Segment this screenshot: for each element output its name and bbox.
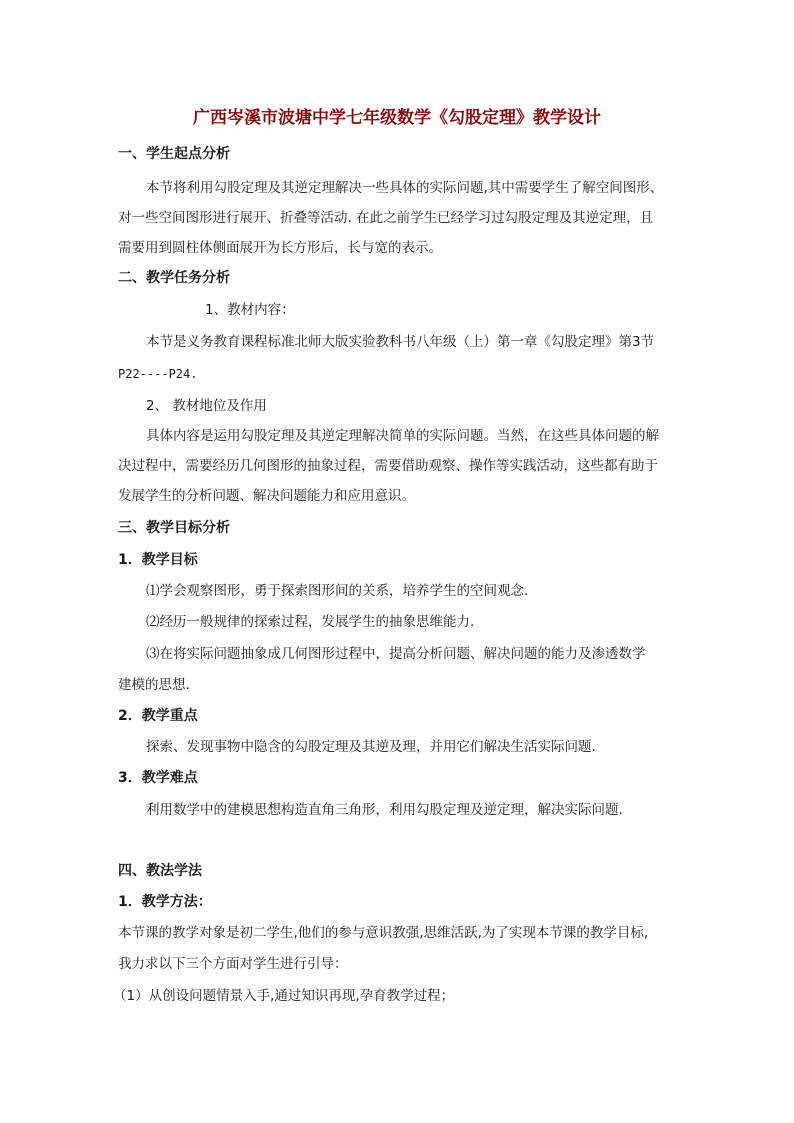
section-heading-objectives: 三、教学目标分析 — [118, 520, 230, 536]
section-heading-task-analysis: 二、教学任务分析 — [118, 270, 230, 286]
paragraph-line: 本节课的教学对象是初二学生,他们的参与意识教强,思维活跃,为了实现本节课的教学目标, — [118, 925, 649, 941]
list-item-textbook-content: 1、教材内容： — [205, 302, 295, 318]
section-heading-student-analysis: 一、学生起点分析 — [118, 146, 230, 162]
subheading-key-points: 2．教学重点 — [118, 708, 198, 724]
paragraph-line: P22----P24. — [118, 367, 198, 381]
paragraph-line: 需要用到圆柱体侧面展开为长方形后，长与宽的表示。 — [118, 240, 442, 256]
list-item-textbook-role: 2、 教材地位及作用 — [146, 398, 267, 414]
difficulty-text: 利用数学中的建模思想构造直角三角形，利用勾股定理及逆定理，解决实际问题. — [146, 802, 623, 818]
paragraph-line: 发展学生的分析问题、解决问题能力和应用意识。 — [118, 488, 415, 504]
key-point-text: 探索、发现事物中隐含的勾股定理及其逆及理，并用它们解决生活实际问题. — [146, 739, 596, 755]
paragraph-line: 本节是义务教育课程标准北师大版实验教科书八年级（上）第一章《勾股定理》第3节 — [146, 334, 655, 350]
subheading-difficulties: 3．教学难点 — [118, 770, 198, 786]
paragraph-line: 具体内容是运用勾股定理及其逆定理解决简单的实际问题。当然，在这些具体问题的解 — [146, 428, 659, 444]
section-heading-methods: 四、教法学法 — [118, 863, 202, 879]
subheading-teaching-method: 1．教学方法： — [118, 894, 212, 910]
document-title: 广西岑溪市波塘中学七年级数学《勾股定理》教学设计 — [193, 108, 601, 128]
goal-item-continued: 建模的思想. — [118, 677, 190, 693]
paragraph-line: 我力求以下三个方面对学生进行引导： — [118, 956, 348, 972]
goal-item: ⑵经历一般规律的探索过程，发展学生的抽象思维能力. — [146, 614, 475, 630]
paragraph-line: 决过程中，需要经历几何图形的抽象过程，需要借助观察、操作等实践活动，这些都有助于 — [118, 458, 658, 474]
paragraph-line: 本节将利用勾股定理及其逆定理解决一些具体的实际问题,其中需要学生了解空间图形、 — [146, 180, 664, 196]
goal-item: ⑴学会观察图形，勇于探索图形间的关系，培养学生的空间观念. — [146, 583, 529, 599]
goal-item: ⑶在将实际问题抽象成几何图形过程中，提高分析问题、解决问题的能力及渗透数学 — [146, 646, 646, 662]
paragraph-line: 对一些空间图形进行展开、折叠等活动. 在此之前学生已经学习过勾股定理及其逆定理，且 — [118, 210, 654, 226]
list-item: （1）从创设问题情景入手,通过知识再现,孕育教学过程； — [113, 988, 455, 1004]
subheading-teaching-goals: 1．教学目标 — [118, 552, 198, 568]
